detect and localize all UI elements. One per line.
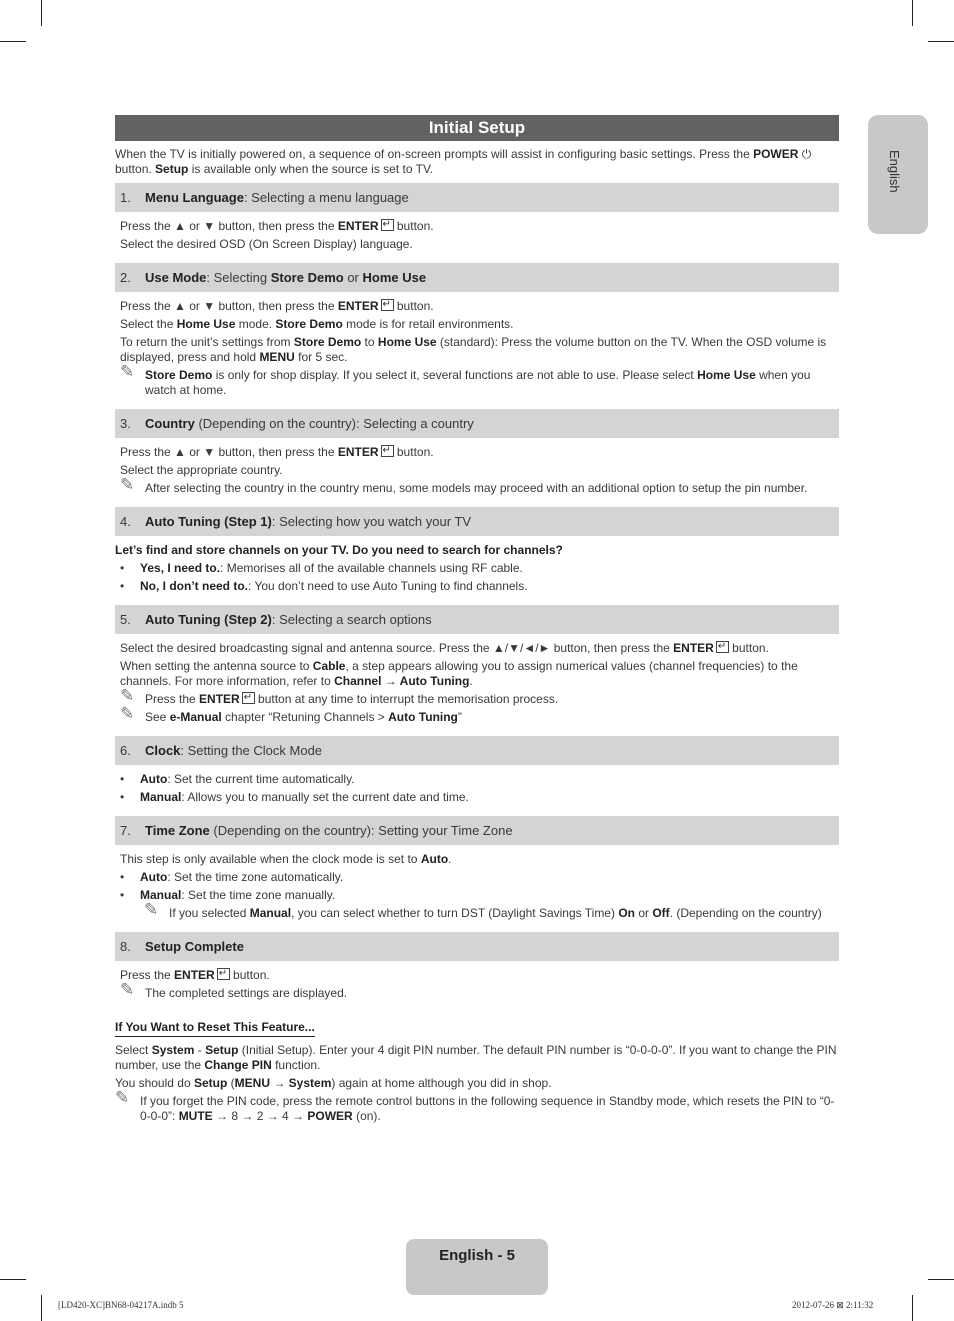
- step-header-3: 3. Country (Depending on the country): Selecting a country: [115, 409, 839, 438]
- step-body-8: Press the ENTER↵ button. ✎ The completed settings are displayed.: [115, 961, 839, 1012]
- list-item: • Yes, I need to.: Memorises all of the available channels using RF cable.: [120, 561, 834, 576]
- crop-mark: [0, 41, 26, 42]
- page-number-tab: [406, 1239, 548, 1295]
- print-info-left: [LD420-XC]BN68-04217A.indb 5: [58, 1300, 184, 1310]
- note: ✎ After selecting the country in the country menu, some models may proceed with an additional option to setup the pin number.: [120, 475, 808, 495]
- note: ✎ If you forget the PIN code, press the remote control buttons in the following sequence in Standby mode, which resets the PIN to “0-0-0-0”: MUTE → 8 → 2 → 4 → POWER (on).: [115, 1088, 835, 1123]
- list-item: • No, I don’t need to.: You don’t need to use Auto Tuning to find channels.: [120, 579, 834, 594]
- note: ✎ Store Demo is only for shop display. If you select it, several functions are not able to use. Please select Home Use when you watch at home.: [120, 362, 811, 397]
- enter-key-icon: [381, 445, 394, 457]
- step-header-8: 8. Setup Complete: [115, 932, 839, 961]
- intro-paragraph: When the TV is initially powered on, a sequence of on-screen prompts will assist in configuring basic settings. Press the POWER ⏻ button. Setup is available only when the source is set to TV.: [115, 147, 812, 176]
- note: ✎ See e-Manual chapter “Retuning Channels > Auto Tuning”: [120, 704, 462, 724]
- step-body-6: [115, 765, 839, 816]
- side-tab-label: English: [887, 150, 902, 193]
- crop-mark: [912, 0, 913, 26]
- step-body-1: Press the ▲ or ▼ button, then press the ENTER↵ button. Select the desired OSD (On Screen Display) language.: [115, 212, 839, 263]
- crop-mark: [928, 41, 954, 42]
- list-item: • Manual: Set the time zone manually.: [120, 888, 834, 903]
- step-header-5: 5. Auto Tuning (Step 2): Selecting a search options: [115, 605, 839, 634]
- note: ✎ If you selected Manual, you can select whether to turn DST (Daylight Savings Time) On or Off. (Depending on the country): [144, 900, 822, 920]
- enter-key-icon: [381, 299, 394, 311]
- pencil-note-icon: ✎: [120, 362, 135, 381]
- page-title: Initial Setup: [115, 115, 839, 141]
- step-header-1: 1. Menu Language: Selecting a menu language: [115, 183, 839, 212]
- enter-key-icon: [381, 219, 394, 231]
- print-info-right: 2012-07-26 ⊠ 2:11:32: [792, 1300, 874, 1310]
- pencil-note-icon: ✎: [120, 980, 135, 999]
- step-header-6: 6. Clock: Setting the Clock Mode: [115, 736, 839, 765]
- step-body-2: Press the ▲ or ▼ button, then press the ENTER↵ button. Select the Home Use mode. Store Demo mode is for retail environments. To return the unit’s settings from Store Demo to Home Use (standard): Press the volume button on the TV. When the OSD volume is displayed, press and hold MENU for 5 sec. ✎ Store Demo is only for shop display. If you select it, several functions are not able to use. Please select Home Use when you watch at home.: [115, 292, 839, 409]
- step-header-2: 2. Use Mode: Selecting Store Demo or Home Use: [115, 263, 839, 292]
- step-header-7: 7. Time Zone (Depending on the country): Setting your Time Zone: [115, 816, 839, 845]
- step-body-7: This step is only available when the clock mode is set to Auto. • Auto: Set the time zone automatically. • Manual: Set the time zone manually. ✎ If you selected Manual, you can select whether to turn DST (Daylight Savings Time) On or Off. (Depending on the country): [115, 845, 839, 932]
- enter-key-icon: [716, 641, 729, 653]
- note: ✎ The completed settings are displayed.: [120, 980, 348, 1000]
- pencil-note-icon: ✎: [115, 1088, 130, 1107]
- pencil-note-icon: ✎: [120, 686, 135, 705]
- note: ✎ Press the ENTER↵ button at any time to interrupt the memorisation process.: [120, 692, 834, 707]
- power-icon: ⏻: [798, 147, 812, 161]
- crop-mark: [928, 1279, 954, 1280]
- pencil-note-icon: ✎: [144, 900, 159, 919]
- step-body-4: Let’s find and store channels on your TV. Do you need to search for channels? • Yes, I need to.: Memorises all of the available channels using RF cable. • No, I don’t need to.: You don’t need to use Auto Tuning to find channels.: [115, 536, 839, 605]
- enter-key-icon: [242, 692, 255, 704]
- pencil-note-icon: ✎: [120, 704, 135, 723]
- page-number-label: English - 5: [439, 1247, 515, 1264]
- language-side-tab: [868, 115, 928, 234]
- list-item: • Auto: Set the current time automatically.: [120, 772, 834, 787]
- list-item: • Manual: Allows you to manually set the current date and time.: [120, 790, 834, 805]
- reset-section: If You Want to Reset This Feature... Select System - Setup (Initial Setup). Enter your 4 digit PIN number. The default PIN number is “0-0-0-0”. If you want to change the PIN number, use the Change PIN function. You should do Setup (MENU → System) again at home although you did in shop. ✎ If you forget the PIN code, press the remote control buttons in the following sequence in Standby mode, which resets the PIN to “0-0-0-0”: MUTE → 8 → 2 → 4 → POWER (on).: [115, 1012, 839, 1124]
- step-body-5: Select the desired broadcasting signal and antenna source. Press the ▲/▼/◄/► button, then press the ENTER↵ button. When setting the antenna source to Cable, a step appears allowing you to assign numerical values (channel frequencies) to the channels. For more information, refer to Channel → Auto Tuning. ✎ Press the ENTER↵ button at any time to interrupt the memorisation process. ✎ See e-Manual chapter “Retuning Channels > Auto Tuning”: [115, 634, 839, 736]
- crop-mark: [912, 1295, 913, 1321]
- pencil-note-icon: ✎: [120, 475, 135, 494]
- enter-key-icon: [217, 968, 230, 980]
- step-header-4: 4. Auto Tuning (Step 1): Selecting how you watch your TV: [115, 507, 839, 536]
- crop-mark: [41, 1295, 42, 1321]
- crop-mark: [41, 0, 42, 26]
- document-body: [115, 146, 839, 1127]
- crop-mark: [0, 1279, 26, 1280]
- step-body-3: Press the ▲ or ▼ button, then press the ENTER↵ button. Select the appropriate country. ✎ After selecting the country in the country menu, some models may proceed with an additional option to setup the pin number.: [115, 438, 839, 507]
- reset-heading: If You Want to Reset This Feature...: [115, 1020, 315, 1037]
- list-item: • Auto: Set the time zone automatically.: [120, 870, 834, 885]
